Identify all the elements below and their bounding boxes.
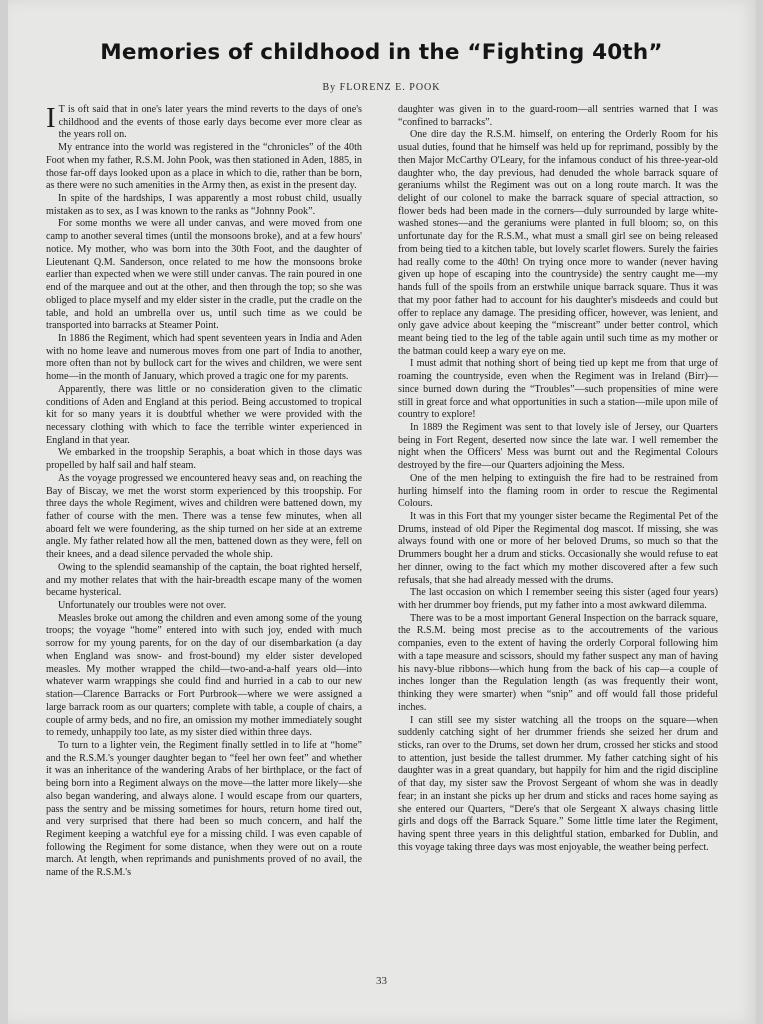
article-byline: By FLORENZ E. POOK xyxy=(322,82,441,93)
paragraph: One of the men helping to extinguish the fire had to be restrained from hurling himself into the flaming room in order to rescue the Regimental Colours. xyxy=(398,472,718,510)
paragraph: The last occasion on which I remember seeing this sister (aged four years) with her drummer boy friends, put my father into a most awkward dilemma. xyxy=(398,587,718,612)
paragraph: As the voyage progressed we encountered heavy seas and, on reaching the Bay of Biscay, we met the worst storm experienced by this troopship. For three days the whole Regiment, wives and children were battened down, my father of course with the men. There was a tense few minutes, when all aboard felt we were foundering, as the ship turned on her side at an extreme angle. My father related how all the men, battened down as they were, fell on their knees, and a dead silence pervaded the whole ship. xyxy=(46,472,362,561)
paragraph: To turn to a lighter vein, the Regiment finally settled in to life at “home” and the R.S.M.'s younger daughter began to “feel her own feet” and whether it was an inheritance of the wandering Arabs of her birthplace, or the fact of being born into a Regiment always on the move—the latter more likely—she also began wandering, and always alone. I would escape from our quarters, pass the sentry and be missing sometimes for hours, return home tired out, and very surprised that there had been so much concern, and half the Regiment keeping a watchful eye for a missing child. I was even capable of following the Regiment for some distance, when they were out on a route march. At length, when reprimands and punishments proved of no avail, the name of the R.S.M.'s xyxy=(46,739,362,879)
paragraph: I must admit that nothing short of being tied up kept me from that urge of roaming the countryside, even when the Regiment was in Ireland (Birr)—since burned down during the “Troubles”—such propensities of mine were still in great force and what opportunities in such a station—mile upon mile of country to explore! xyxy=(398,358,718,421)
paragraph: daughter was given in to the guard-room—all sentries warned that I was “confined to barracks”. xyxy=(398,104,718,128)
paragraph: It was in this Fort that my younger sister became the Regimental Pet of the Drums, instead of old Piper the Regimental dog mascot. If missing, she was always found with one or more of her beloved Drums, so much so that the Drummers bought her a drum and sticks. Occasionally she would refuse to eat her dinner, owing to the fact which my mother discovered after a few such refusals, that she had already messed with the drums. xyxy=(398,511,718,586)
paragraph: My entrance into the world was registered in the “chronicles” of the 40th Foot when my father, R.S.M. John Pook, was then stationed in Aden, 1885, in those far-off days looked upon as a place in which to die, rather than be born, as there were no such amenities in the Army then, as exist in the present day. xyxy=(46,142,362,192)
left-column xyxy=(46,104,362,880)
paragraph: There was to be a most important General Inspection on the barrack square, the R.S.M. being most precise as to the accoutrements of the various companies, even to the extent of having the orderly Corporal following him with a tape measure and scissors, should my father suspect any man of having his navy-blue ribbons—which hung from the back of his cap—a couple of inches longer than the Regulation length (as was frequently their wont, thinking they were smarter) when “snip” and off would fall those prideful inches. xyxy=(398,612,718,713)
paragraph: Owing to the splendid seamanship of the captain, the boat righted herself, and my mother relates that with the hair-breadth escape many of the women became hysterical. xyxy=(46,561,362,599)
paragraph: One dire day the R.S.M. himself, on entering the Orderly Room for his usual duties, found that he himself was held up for reprimand, possibly by the then Major McCarthy O'Leary, for the infamous conduct of his three-year-old daughter who, the day previous, had denuded the whole barrack square of geraniums whilst the Regiment was out on a long route march. It was the delight of our colonel to make the barrack square of special attraction, so flower beds had been made in the corners—duly surrounded by large white-washed stones—and the geraniums were planted in full bloom; so, on this unfortunate day for the R.S.M., what must a small girl see on being released from being tied to a kitchen table, but lovely scarlet flowers. Surely the fairies had really come to the 40th! On trying once more to wander (never having given up hope of escaping into the countryside) the sentry caught me—my hands full of the spoils from an erstwhile unique barrack square. Thus it was that my poor father had to account for his daughter's misdeeds and could but offer to replace any damage. The presiding officer, however, was lenient, and only gave advice about keeping the “miscreant” under better control, which meant being tied to the leg of the table again until such time as my mother or the batman could keep a wary eye on me. xyxy=(398,129,718,357)
paragraph: I can still see my sister watching all the troops on the square—when suddenly catching sight of her drummer friends she seized her drum and sticks, ran over to the Drums, set down her drum, crossed her sticks and stood to attention, just beside the tallest drummer. My father catching sight of his daughter was in a great quandary, but happily for him and the rigid discipline of that day, my sister saw the Provost Sergeant of whom she was in deadly fear; in an instant she picks up her drum and sticks and races home saying as she entered our Quarters, “Dere's that ole Sergeant X always chasing little girls and dogs off the Barrack Square.” Some little time later the Regiment, having spent three years in this delightful station, embarked for Dublin, and this voyage taking three days was most enjoyable, the weather being perfect. xyxy=(398,714,718,853)
paragraph: We embarked in the troopship Seraphis, a boat which in those days was propelled by half sail and half steam. xyxy=(46,447,362,472)
right-column xyxy=(398,104,718,854)
article-title: Memories of childhood in the “Fighting 40th” xyxy=(100,40,663,65)
paragraph: Apparently, there was little or no consideration given to the climatic conditions of Aden and England at this period. Being accustomed to tropical kit for so many years it is doubtful whether we were provided with the necessary clothing with which to face the terrible winter experienced in England in that year. xyxy=(46,383,362,446)
paragraph: In spite of the hardships, I was apparently a most robust child, usually mistaken as to sex, as I was known to the ranks as “Johnny Pook”. xyxy=(46,193,362,217)
paragraph: In 1886 the Regiment, which had spent seventeen years in India and Aden with no home leave and numerous moves from one part of India to another, more often than not by bullock cart for the wives and children, we were sent home—in the month of January, which proved a tragic one for my parents. xyxy=(46,332,362,383)
paragraph: For some months we were all under canvas, and were moved from one camp to another several times (until the monsoons broke), and at a few hours' notice. My mother, who was born into the 30th Foot, and the daughter of Lieutenant Q.M. Sanderson, once related to me how the monsoons broke earlier than expected when we were still under canvas. The rain poured in one end of the marquee and out at the other, and then through the top; so she was obliged to place myself and my elder sister in the cradle, put the cradle on the table, and hold an umbrella over us, until such time as we could be transported into barracks at Steamer Point. xyxy=(46,218,362,332)
paragraph: Unfortunately our troubles were not over. xyxy=(58,600,227,612)
paragraph: I T is oft said that in one's later years the mind reverts to the days of one's childhood and the events of those early days become ever more clear as the years roll on. xyxy=(46,102,362,141)
paragraph: Measles broke out among the children and even among some of the young troops; the voyage “home” entered into with such joy, ended with much sorrow for my young parents, for on the day of our disembarkation (a day when England was snow- and frost-bound) my elder sister developed measles. My mother wrapped the child—two-and-a-half years old—into whatever warm wrappings she could find and hurried in a cab to our new station—Clarence Barracks or Fort Purbrook—where we were assigned a large barrack room as our quarters; complete with table, a couple of chairs, a couple of army beds, and no fire, an omission my mother immediately sought to remedy, unhappily too late, as my sister died within three days. xyxy=(46,612,362,739)
paragraph: In 1889 the Regiment was sent to that lovely isle of Jersey, our Quarters being in Fort Regent, deserted now since the late war. I well remember the night when the Officers' Mess was burnt out and the Regimental Colours destroyed by the fire—our Quarters adjoining the Mess. xyxy=(398,421,718,472)
drop-cap: I xyxy=(46,102,56,134)
page-number: 33 xyxy=(376,975,387,987)
